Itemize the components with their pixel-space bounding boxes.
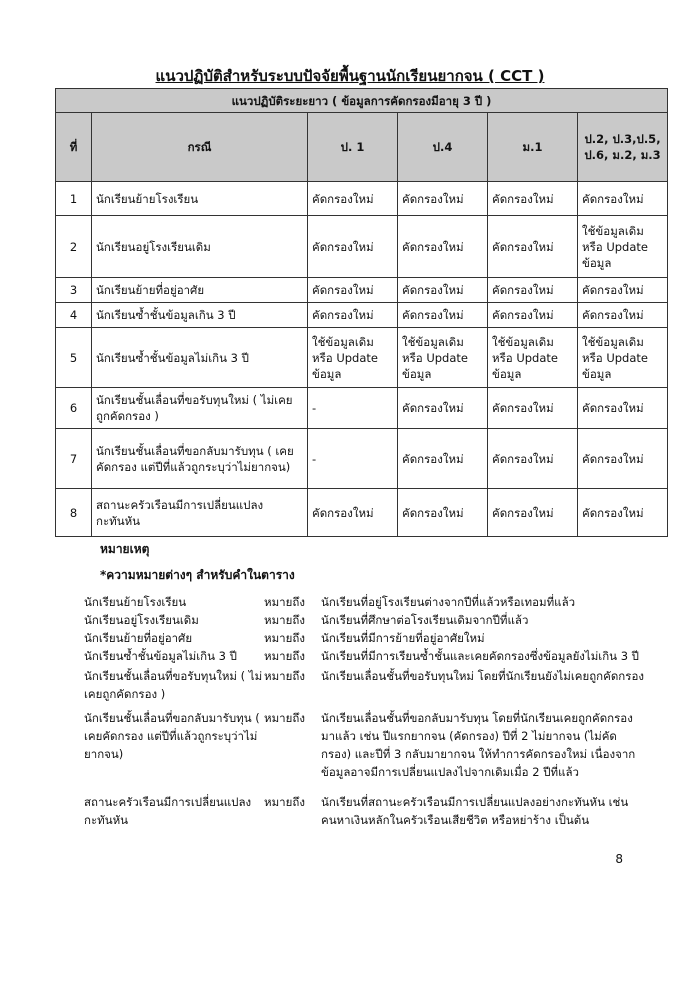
notes-heading: หมายเหตุ: [100, 542, 150, 556]
row-number: 1: [56, 182, 92, 216]
cell-p4: คัดกรองใหม่: [398, 303, 488, 328]
definition-item: [84, 709, 644, 781]
table-row: [56, 489, 668, 537]
row-case: นักเรียนอยู่โรงเรียนเดิม: [92, 216, 308, 278]
cell-other: คัดกรองใหม่: [578, 278, 668, 303]
definition-item: [84, 667, 644, 703]
col-header-no: ที่: [56, 113, 92, 182]
cell-p4: คัดกรองใหม่: [398, 429, 488, 489]
cell-other: คัดกรองใหม่: [578, 303, 668, 328]
cell-p1: -: [308, 388, 398, 429]
definition-item: [84, 593, 644, 611]
row-case: นักเรียนย้ายที่อยู่อาศัย: [92, 278, 308, 303]
row-number: 4: [56, 303, 92, 328]
table-row: [56, 303, 668, 328]
definition-text: นักเรียนที่มีการย้ายที่อยู่อาศัยใหม่: [321, 631, 485, 645]
cell-m1: คัดกรองใหม่: [488, 489, 578, 537]
definition-term: นักเรียนอยู่โรงเรียนเดิม: [84, 613, 199, 627]
cell-m1: คัดกรองใหม่: [488, 388, 578, 429]
policy-header: แนวปฏิบัติระยะยาว ( ข้อมูลการคัดกรองมีอายุ 3 ปี ): [56, 89, 668, 113]
definition-means: หมายถึง: [264, 649, 305, 663]
table-row: [56, 216, 668, 278]
definition-item: [84, 629, 644, 647]
cell-other: คัดกรองใหม่: [578, 489, 668, 537]
cell-p1: คัดกรองใหม่: [308, 489, 398, 537]
definition-text: นักเรียนที่ศึกษาต่อโรงเรียนเดิมจากปีที่แล้ว: [321, 613, 529, 627]
cell-p4: ใช้ข้อมูลเดิมหรือ Update ข้อมูล: [398, 328, 488, 388]
cell-m1: ใช้ข้อมูลเดิมหรือ Update ข้อมูล: [488, 328, 578, 388]
col-header-p1: ป. 1: [308, 113, 398, 182]
table-row: [56, 388, 668, 429]
row-case: นักเรียนย้ายโรงเรียน: [92, 182, 308, 216]
cell-p4: คัดกรองใหม่: [398, 182, 488, 216]
row-number: 3: [56, 278, 92, 303]
definition-item: [84, 647, 644, 665]
definition-term: สถานะครัวเรือนมีการเปลี่ยนแปลงกะทันหัน: [84, 795, 252, 827]
definition-means: หมายถึง: [264, 669, 305, 683]
screening-table: [55, 88, 668, 537]
definition-item: [84, 611, 644, 629]
definition-term: นักเรียนย้ายโรงเรียน: [84, 595, 187, 609]
cell-p1: คัดกรองใหม่: [308, 216, 398, 278]
cell-m1: คัดกรองใหม่: [488, 303, 578, 328]
cell-m1: คัดกรองใหม่: [488, 182, 578, 216]
table-row: [56, 429, 668, 489]
cell-p4: คัดกรองใหม่: [398, 489, 488, 537]
cell-m1: คัดกรองใหม่: [488, 429, 578, 489]
definition-term: นักเรียนชั้นเลื่อนที่ขอรับทุนใหม่ ( ไม่เคยถูกคัดกรอง ): [84, 669, 263, 701]
definition-item: [84, 793, 644, 829]
cell-other: คัดกรองใหม่: [578, 388, 668, 429]
cell-p1: คัดกรองใหม่: [308, 278, 398, 303]
cell-other: คัดกรองใหม่: [578, 182, 668, 216]
cell-p4: คัดกรองใหม่: [398, 216, 488, 278]
cell-other: คัดกรองใหม่: [578, 429, 668, 489]
col-header-p4: ป.4: [398, 113, 488, 182]
row-case: นักเรียนซ้ำชั้นข้อมูลไม่เกิน 3 ปี: [92, 328, 308, 388]
page-number: 8: [615, 852, 623, 866]
table-row: [56, 328, 668, 388]
row-number: 6: [56, 388, 92, 429]
cell-p1: -: [308, 429, 398, 489]
notes-subheading: *ความหมายต่างๆ สำหรับคำในตาราง: [100, 568, 295, 582]
cell-p1: ใช้ข้อมูลเดิมหรือ Update ข้อมูล: [308, 328, 398, 388]
row-case: นักเรียนซ้ำชั้นข้อมูลเกิน 3 ปี: [92, 303, 308, 328]
row-number: 8: [56, 489, 92, 537]
row-case: นักเรียนชั้นเลื่อนที่ขอรับทุนใหม่ ( ไม่เคยถูกคัดกรอง ): [92, 388, 308, 429]
definition-text: นักเรียนเลื่อนชั้นที่ขอรับทุนใหม่ โดยที่นักเรียนยังไม่เคยถูกคัดกรอง: [321, 669, 644, 683]
cell-p1: คัดกรองใหม่: [308, 303, 398, 328]
cell-p4: คัดกรองใหม่: [398, 388, 488, 429]
col-header-case: กรณี: [92, 113, 308, 182]
table-row: [56, 182, 668, 216]
col-header-other: ป.2, ป.3,ป.5, ป.6, ม.2, ม.3: [578, 113, 668, 182]
row-case: นักเรียนชั้นเลื่อนที่ขอกลับมารับทุน ( เคยคัดกรอง แต่ปีที่แล้วถูกระบุว่าไม่ยากจน): [92, 429, 308, 489]
cell-m1: คัดกรองใหม่: [488, 216, 578, 278]
cell-p4: คัดกรองใหม่: [398, 278, 488, 303]
table-row: [56, 278, 668, 303]
definition-text: นักเรียนที่สถานะครัวเรือนมีการเปลี่ยนแปลงอย่างกะทันหัน เช่น คนหาเงินหลักในครัวเรือนเสียชีวิต หรือหย่าร้าง เป็นต้น: [321, 795, 629, 827]
row-number: 5: [56, 328, 92, 388]
definition-term: นักเรียนชั้นเลื่อนที่ขอกลับมารับทุน ( เคยคัดกรอง แต่ปีที่แล้วถูกระบุว่าไม่ยากจน): [84, 711, 260, 761]
row-case: สถานะครัวเรือนมีการเปลี่ยนแปลงกะทันหัน: [92, 489, 308, 537]
definition-text: นักเรียนที่อยู่โรงเรียนต่างจากปีที่แล้วหรือเทอมที่แล้ว: [321, 595, 576, 609]
row-number: 7: [56, 429, 92, 489]
definition-means: หมายถึง: [264, 795, 305, 809]
definition-means: หมายถึง: [264, 595, 305, 609]
definition-means: หมายถึง: [264, 631, 305, 645]
definition-means: หมายถึง: [264, 613, 305, 627]
cell-other: ใช้ข้อมูลเดิม หรือ Update ข้อมูล: [578, 328, 668, 388]
definition-text: นักเรียนที่มีการเรียนซ้ำชั้นและเคยคัดกรองซึ่งข้อมูลยังไม่เกิน 3 ปี: [321, 649, 639, 663]
column-header-row: [56, 113, 668, 182]
definition-means: หมายถึง: [264, 711, 305, 725]
definition-text: นักเรียนเลื่อนชั้นที่ขอกลับมารับทุน โดยที่นักเรียนเคยถูกคัดกรองมาแล้ว เช่น ปีแรกยากจน (คัดกรอง) ปีที่ 2 ไม่ยากจน (ไม่คัดกรอง) และปีที่ 3 กลับมายากจน ให้ทำการคัดกรองใหม่ เนื่องจากข้อมูลอาจมีการเปลี่ยนแปลงไปจากเดิมเมื่อ 2 ปีที่แล้ว: [321, 711, 636, 779]
col-header-m1: ม.1: [488, 113, 578, 182]
definition-term: นักเรียนซ้ำชั้นข้อมูลไม่เกิน 3 ปี: [84, 649, 237, 663]
definitions-list: [84, 593, 644, 829]
document-title: แนวปฏิบัติสำหรับระบบปัจจัยพื้นฐานนักเรียนยากจน ( CCT ): [155, 67, 545, 85]
definition-term: นักเรียนย้ายที่อยู่อาศัย: [84, 631, 193, 645]
cell-p1: คัดกรองใหม่: [308, 182, 398, 216]
cell-other: ใช้ข้อมูลเดิม หรือ Update ข้อมูล: [578, 216, 668, 278]
cell-m1: คัดกรองใหม่: [488, 278, 578, 303]
row-number: 2: [56, 216, 92, 278]
